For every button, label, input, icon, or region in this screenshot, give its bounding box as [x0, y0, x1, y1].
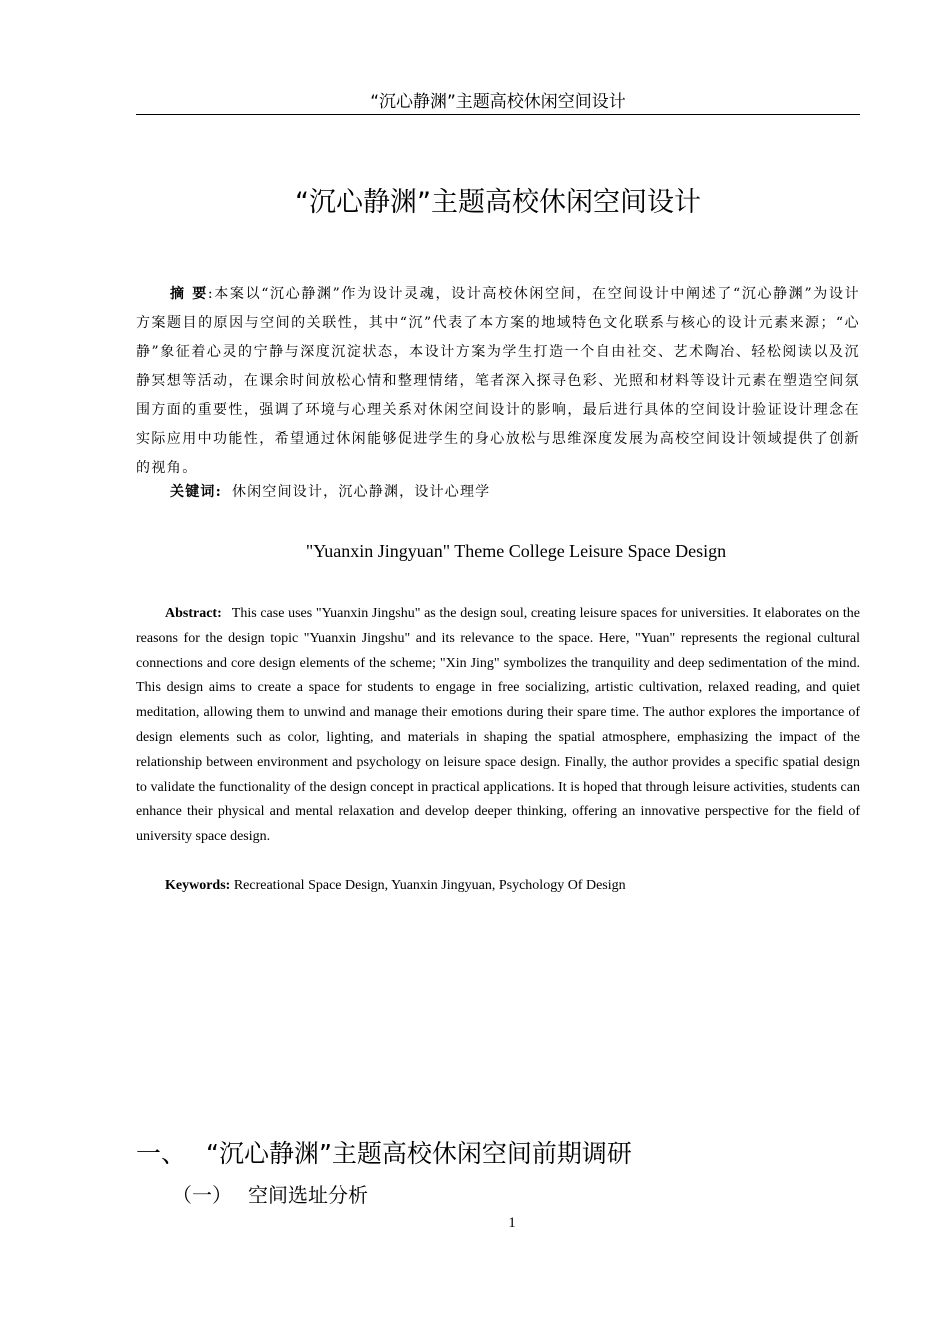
- subsection-title: 空间选址分析: [248, 1183, 368, 1207]
- abstract-en: [136, 602, 860, 850]
- abstract-cn-text: 本案以“沉心静渊”作为设计灵魂，设计高校休闲空间，在空间设计中阐述了“沉心静渊”为设计方案题目的原因与空间的关联性，其中“沉”代表了本方案的地域特色文化联系与核心的设计元素来源；“心静”象征着心灵的宁静与深度沉淀状态，本设计方案为学生打造一个自由社交、艺术陶冶、轻松阅读以及沉静冥想等活动，在课余时间放松心情和整理情绪，笔者深入探寻色彩、光照和材料等设计元素在塑造空间氛围方面的重要性，强调了环境与心理关系对休闲空间设计的影响，最后进行具体的空间设计验证设计理念在实际应用中功能性，希望通过休闲能够促进学生的身心放松与思维深度发展为高校空间设计领域提供了创新的视角。: [136, 286, 860, 476]
- abstract-en-text: This case uses "Yuanxin Jingshu" as the design soul, creating leisure spaces for universities. It elaborates on the reasons for the design topic "Yuanxin Jingshu" and its relevance to the space. Here, "Yuan" represents the regional cultural connections and core design elements of the scheme; "Xin Jing" symbolizes the tranquility and deep sedimentation of the mind. This design aims to create a space for students to engage in free socializing, artistic cultivation, relaxed reading, and quiet meditation, allowing them to unwind and manage their emotions during their spare time. The author explores the importance of design elements such as color, lighting, and materials in shaping the spatial atmosphere, emphasizing the impact of the relationship between environment and psychology on leisure space design. Finally, the author provides a specific spatial design to validate the functionality of the design concept in practical applications. It is hoped that through leisure activities, students can enhance their physical and mental relaxation and develop deeper thinking, offering an innovative perspective for the field of university space design.: [136, 606, 860, 845]
- keywords-en-values: Recreational Space Design, Yuanxin Jingyuan, Psychology Of Design: [233, 878, 626, 893]
- section-title: “沉心静渊”主题高校休闲空间前期调研: [206, 1139, 632, 1168]
- keywords-en: [165, 875, 860, 897]
- keywords-cn-label: 关键词:: [170, 484, 222, 500]
- keywords-cn-values: 休闲空间设计，沉心静渊，设计心理学: [231, 484, 491, 500]
- section-number: 一、: [136, 1139, 187, 1168]
- keywords-cn: [170, 479, 860, 505]
- page-number: 1: [508, 1215, 516, 1231]
- abstract-cn-separator: :: [207, 286, 214, 302]
- paper-title-en: "Yuanxin Jingyuan" Theme College Leisure Space Design: [305, 541, 727, 561]
- header-rule: [136, 114, 860, 115]
- keywords-en-label: Keywords:: [165, 878, 231, 893]
- section-heading-1: [136, 1135, 860, 1173]
- abstract-cn: [136, 280, 860, 483]
- running-header: “沉心静渊”主题高校休闲空间设计: [370, 92, 626, 112]
- subsection-number: （一）: [172, 1183, 232, 1207]
- abstract-cn-label: 摘 要: [170, 286, 208, 302]
- subsection-heading-1-1: [172, 1180, 862, 1210]
- paper-title-cn: “沉心静渊”主题高校休闲空间设计: [295, 187, 701, 218]
- abstract-en-label: Abstract:: [165, 606, 222, 621]
